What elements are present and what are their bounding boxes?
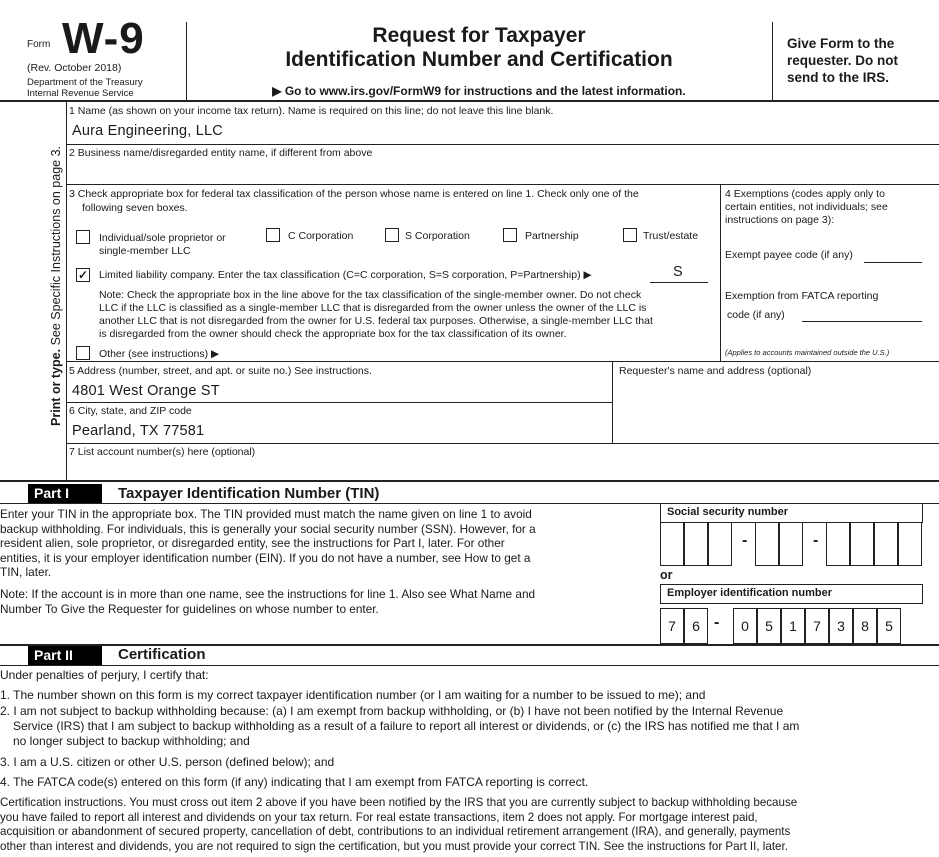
agency: Internal Revenue Service [27, 88, 134, 99]
cert-instr-line3: acquisition or abandonment of secured property, cancellation of debt, contributions to an individual retirement arrangement (IRA), and generally, payments [0, 825, 791, 838]
ssn-label-box [660, 503, 923, 523]
cert-item-1-line: 1. The number shown on this form is my correct taxpayer identification number (or I am waiting for a number to be issued to me); and [0, 688, 706, 702]
cert-instr-line1: Certification instructions. You must cross out item 2 above if you have been notified by the IRS that you are currently subject to backup withholding because [0, 796, 798, 809]
ssn-digit[interactable] [708, 522, 732, 566]
cert-item-2-line3: no longer subject to backup withholding; and [13, 734, 250, 748]
ein-digit[interactable]: 0 [733, 608, 757, 644]
ein-digit[interactable]: 7 [660, 608, 684, 644]
ssn-digit[interactable] [850, 522, 874, 566]
llc-checkbox[interactable]: ✓ [77, 268, 89, 282]
other-label[interactable]: Other (see instructions) ▶ [99, 348, 220, 360]
part1-title: Taxpayer Identification Number (TIN) [118, 485, 380, 502]
cert-item-4-line: 4. The FATCA code(s) entered on this form (if any) indicating that I am exempt from FATCA reporting is correct. [0, 775, 589, 789]
line3-label-cont: following seven boxes. [82, 202, 188, 214]
form-word: Form [27, 39, 51, 50]
give-form-note: Give Form to the requester. Do not send to the IRS. [787, 36, 899, 85]
part1-para-line4: entities, it is your employer identification number (EIN). If you do not have a number, see How to get a [0, 550, 531, 565]
cert-item-4 [0, 775, 939, 790]
ein-digit[interactable]: 8 [853, 608, 877, 644]
c-corp-checkbox[interactable] [266, 228, 280, 242]
llc-tax-class-field[interactable]: S [673, 264, 683, 280]
ein-digit[interactable]: 1 [781, 608, 805, 644]
line2-label: 2 Business name/disregarded entity name, if different from above [69, 147, 373, 159]
ein-label-box [660, 584, 923, 604]
ein-dash: - [714, 614, 720, 631]
line1-label: 1 Name (as shown on your income tax return). Name is required on this line; do not leave this line blank. [69, 105, 554, 117]
ssn-digit[interactable] [898, 522, 922, 566]
requester-label: Requester's name and address (optional) [619, 365, 812, 377]
exemptions-label-3: instructions on page 3): [725, 214, 835, 226]
department: Department of the Treasury [27, 77, 143, 88]
part2-title: Certification [118, 646, 206, 663]
line7-label: 7 List account number(s) here (optional) [69, 446, 256, 458]
part1-para-line5: TIN, later. [0, 565, 52, 579]
certification-instructions [0, 796, 939, 854]
line3-label: 3 Check appropriate box for federal tax classification of the person whose name is entered on line 1. Check only one of the [69, 188, 639, 200]
cert-item-2-line2: Service (IRS) that I am subject to backup withholding as a result of a failure to report all interest or dividends, or (c) the IRS has notified me that I am [13, 719, 800, 733]
individual-checkbox[interactable] [76, 230, 90, 244]
llc-label: Limited liability company. Enter the tax classification (C=C corporation, S=S corporation, P=Partnership) ▶ [99, 269, 592, 281]
s-corp-label: S Corporation [405, 230, 470, 242]
fatca-label-2: code (if any) [727, 309, 785, 321]
ssn-dash: - [813, 532, 819, 549]
address-field[interactable]: 4801 West Orange ST [72, 383, 220, 399]
llc-note-line3: another LLC that is not disregarded from the owner for U.S. federal tax purposes. Otherwise, a single-member LLC that [99, 315, 653, 327]
fatca-code-field[interactable] [802, 321, 922, 322]
part1-note-line1: Note: If the account is in more than one name, see the instructions for line 1. Also see What Name and [0, 587, 536, 601]
part2-tag: Part II [28, 646, 102, 665]
cert-item-2 [0, 704, 939, 749]
ssn-digit[interactable] [660, 522, 684, 566]
trust-estate-label: Trust/estate [643, 230, 699, 242]
ssn-dash: - [742, 532, 748, 549]
cert-instr-line4: other than interest and dividends, you are not required to sign the certification, but you must provide your correct TIN. See the instructions for Part II, later. [0, 839, 788, 853]
form-number: W-9 [62, 14, 145, 63]
form-title-line1: Request for Taxpayer [372, 24, 586, 47]
ssn-digit[interactable] [684, 522, 708, 566]
ssn-digit[interactable] [826, 522, 850, 566]
ein-digit[interactable]: 6 [684, 608, 708, 644]
trust-estate-checkbox[interactable] [623, 228, 637, 242]
part1-tag: Part I [28, 484, 102, 503]
cert-item-2-line1: 2. I am not subject to backup withholding because: (a) I am exempt from backup withholding, or (b) I have not been notified by the Internal Revenue [0, 704, 784, 718]
revision-date: (Rev. October 2018) [27, 62, 122, 74]
ein-digit[interactable]: 5 [877, 608, 901, 644]
part1-para-line2: backup withholding. For individuals, this is generally your social security number (SSN). However, for a [0, 521, 536, 536]
c-corp-label: C Corporation [288, 230, 354, 242]
name-field[interactable]: Aura Engineering, LLC [72, 123, 223, 139]
fatca-label-1: Exemption from FATCA reporting [725, 290, 879, 302]
side-print-label: Print or type. [49, 348, 63, 427]
ein-digit[interactable]: 5 [757, 608, 781, 644]
part1-para-line3: resident alien, sole proprietor, or disregarded entity, see the instructions for Part I, later. For other [0, 536, 505, 550]
partnership-checkbox[interactable] [503, 228, 517, 242]
part1-note-line2: Number To Give the Requester for guidelines on whose number to enter. [0, 601, 379, 616]
exempt-payee-label: Exempt payee code (if any) [725, 249, 853, 261]
individual-label-cont: single-member LLC [99, 245, 191, 257]
exemptions-label-2: certain entities, not individuals; see [725, 201, 888, 213]
cert-item-3-line: 3. I am a U.S. citizen or other U.S. person (defined below); and [0, 755, 335, 769]
cert-item-1 [0, 688, 939, 703]
s-corp-checkbox[interactable] [385, 228, 399, 242]
side-instructions [49, 146, 63, 426]
individual-label: Individual/sole proprietor or [99, 232, 226, 244]
ssn-digit[interactable] [874, 522, 898, 566]
other-checkbox[interactable] [76, 346, 90, 360]
part1-para-line1: Enter your TIN in the appropriate box. The TIN provided must match the name given on line 1 to avoid [0, 507, 532, 521]
llc-note-line2: LLC if the LLC is classified as a single-member LLC that is disregarded from the owner unless the owner of the LLC is [99, 302, 647, 314]
ein-label: Employer identification number [667, 587, 833, 599]
fatca-applies-note: (Applies to accounts maintained outside the U.S.) [725, 348, 890, 357]
llc-note-line4: is disregarded from the owner should check the appropriate box for the tax classification of its owner. [99, 328, 567, 340]
line5-label: 5 Address (number, street, and apt. or suite no.) See instructions. [69, 365, 372, 377]
cert-item-3 [0, 755, 939, 770]
ein-digit[interactable]: 7 [805, 608, 829, 644]
form-title-line2: Identification Number and Certification [285, 48, 673, 71]
goto-instructions[interactable]: ▶ Go to www.irs.gov/FormW9 for instructions and the latest information. [272, 84, 686, 98]
city-state-zip-field[interactable]: Pearland, TX 77581 [72, 423, 205, 439]
ssn-digit[interactable] [779, 522, 803, 566]
ssn-label: Social security number [667, 506, 789, 518]
cert-instr-line2: you have failed to report all interest and dividends on your tax return. For real estate transactions, item 2 does not apply. For mortgage interest paid, [0, 810, 758, 824]
part1-note [0, 587, 650, 616]
line6-label: 6 City, state, and ZIP code [69, 405, 192, 417]
llc-note-line1: Note: Check the appropriate box in the line above for the tax classification of the single-member owner. Do not check [99, 289, 642, 301]
exemptions-label-1: 4 Exemptions (codes apply only to [725, 188, 885, 200]
ssn-digit[interactable] [755, 522, 779, 566]
part1-instructions [0, 507, 650, 580]
side-see-label: See Specific Instructions on page 3. [49, 145, 63, 346]
ein-digit[interactable]: 3 [829, 608, 853, 644]
exempt-payee-field[interactable] [864, 262, 922, 263]
part2-intro: Under penalties of perjury, I certify that: [0, 668, 209, 682]
partnership-label: Partnership [525, 230, 579, 242]
or-label: or [660, 568, 673, 582]
